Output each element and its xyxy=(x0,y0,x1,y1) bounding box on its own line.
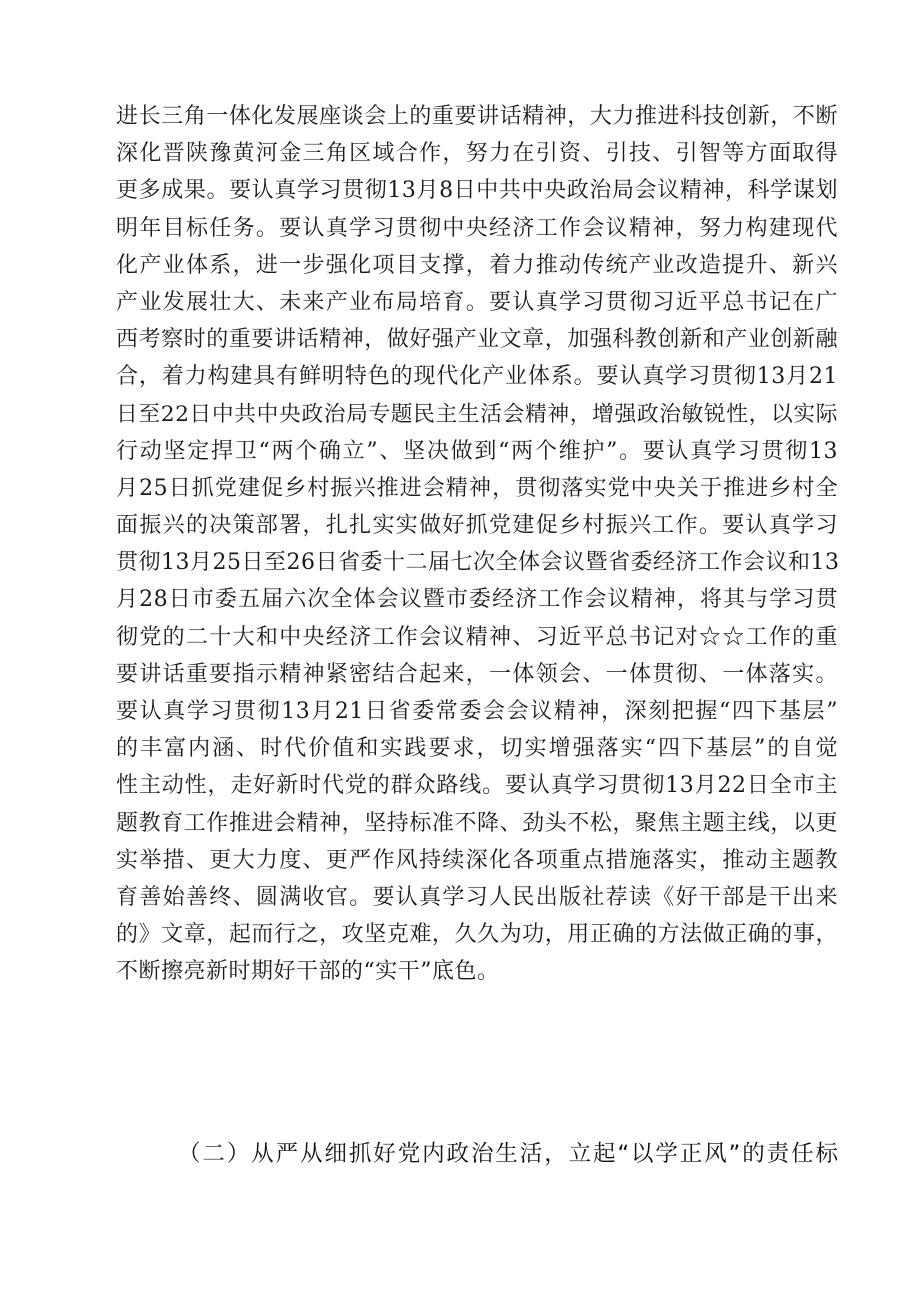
paragraph-line: 题教育工作推进会精神，坚持标准不降、劲头不松，聚焦主题主线，以更 xyxy=(116,810,838,836)
paragraph-line: 不断擦亮新时期好干部的“实干”底色。 xyxy=(116,959,500,985)
paragraph-line: 进长三角一体化发展座谈会上的重要讲话精神，大力推进科技创新，不断 xyxy=(116,104,838,129)
paragraph-line: 更多成果。要认真学习贯彻13月8日中共中央政治局会议精神，科学谋划 xyxy=(116,178,838,204)
paragraph-line: 实举措、更大力度、更严作风持续深化各项重点措施落实，推动主题教 xyxy=(116,847,838,873)
paragraph-line: 西考察时的重要讲话精神，做好强产业文章，加强科教创新和产业创新融 xyxy=(116,327,838,353)
paragraph-line: 化产业体系，进一步强化项目支撑，着力推动传统产业改造提升、新兴 xyxy=(116,252,838,278)
paragraph-line: 行动坚定捍卫“两个确立”、坚决做到“两个维护”。要认真学习贯彻13 xyxy=(116,438,838,464)
paragraph-line: 贯彻13月25日至26日省委十二届七次全体会议暨省委经济工作会议和13 xyxy=(116,550,840,576)
paragraph-line: 合，着力构建具有鲜明特色的现代化产业体系。要认真学习贯彻13月21 xyxy=(116,364,838,390)
paragraph-line: 月25日抓党建促乡村振兴推进会精神，贯彻落实党中央关于推进乡村全 xyxy=(116,475,838,501)
paragraph-line: 深化晋陕豫黄河金三角区域合作，努力在引资、引技、引智等方面取得 xyxy=(116,141,838,167)
paragraph-line: 育善始善终、圆满收官。要认真学习人民出版社荐读《好干部是干出来 xyxy=(116,884,838,910)
paragraph-line: 明年目标任务。要认真学习贯彻中央经济工作会议精神，努力构建现代 xyxy=(116,215,838,241)
body-paragraph xyxy=(116,98,838,991)
paragraph-line: 的丰富内涵、时代价值和实践要求，切实增强落实“四下基层”的自觉 xyxy=(116,736,838,762)
paragraph-line: 要讲话重要指示精神紧密结合起来，一体领会、一体贯彻、一体落实。 xyxy=(116,661,838,687)
section-heading: （二）从严从细抓好党内政治生活，立起“以学正风”的责任标 xyxy=(178,1141,838,1167)
paragraph-line: 要认真学习贯彻13月21日省委常委会会议精神，深刻把握“四下基层” xyxy=(116,699,838,724)
paragraph-line: 的》文章，起而行之，攻坚克难，久久为功，用正确的方法做正确的事， xyxy=(116,922,838,948)
paragraph-line: 性主动性，走好新时代党的群众路线。要认真学习贯彻13月22日全市主 xyxy=(116,773,838,799)
paragraph-line: 日至22日中共中央政治局专题民主生活会精神，增强政治敏锐性，以实际 xyxy=(116,401,838,427)
paragraph-line: 月28日市委五届六次全体会议暨市委经济工作会议精神，将其与学习贯 xyxy=(116,587,838,613)
paragraph-line: 面振兴的决策部署，扎扎实实做好抓党建促乡村振兴工作。要认真学习 xyxy=(116,513,838,539)
paragraph-line: 彻党的二十大和中央经济工作会议精神、习近平总书记对☆☆工作的重 xyxy=(116,624,838,650)
paragraph-line: 产业发展壮大、未来产业布局培育。要认真学习贯彻习近平总书记在广 xyxy=(116,289,838,315)
